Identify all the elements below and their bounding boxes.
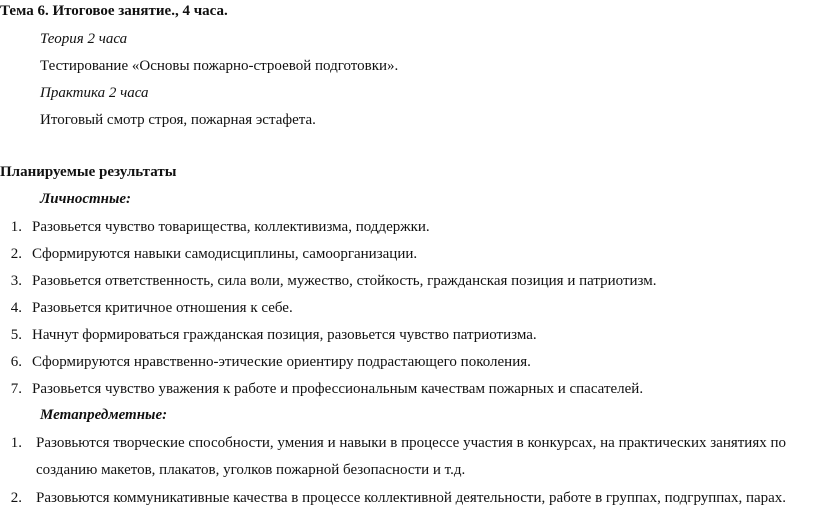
theory-label: Теория 2 часа [40,31,128,47]
list-item-number: 7. [10,381,22,397]
practice-label: Практика 2 часа [40,85,149,101]
results-heading: Планируемые результаты [0,164,177,180]
list-item-number: 6. [10,354,22,370]
list-item-text: Разовьется чувство уважения к работе и профессиональным качествам пожарных и спасателей. [32,381,644,397]
list-item-number: 1. [10,219,22,235]
list-item-number: 1. [10,435,22,451]
list-item-text: Разовьется чувство товарищества, коллективизма, поддержки. [32,219,430,235]
list-item-number: 4. [10,300,22,316]
list-item-text: Разовьется ответственность, сила воли, мужество, стойкость, гражданская позиция и патриотизм. [32,273,657,289]
list-item-text: Разовьется критичное отношения к себе. [32,300,293,316]
list-item-text: Начнут формироваться гражданская позиция, разовьется чувство патриотизма. [32,327,537,343]
list-item-text: Сформируются нравственно-этические ориентиру подрастающего поколения. [32,354,531,370]
list-item-number: 5. [10,327,22,343]
meta-label: Метапредметные: [40,407,168,423]
list-item-text: Сформируются навыки самодисциплины, самоорганизации. [32,246,418,262]
topic-title: Тема 6. Итоговое занятие., 4 часа. [0,3,228,19]
list-item-text: Разовьются коммуникативные качества в процессе коллективной деятельности, работе в группах, подгруппах, парах. [36,490,787,506]
theory-text: Тестирование «Основы пожарно-строевой подготовки». [40,58,399,74]
practice-text: Итоговый смотр строя, пожарная эстафета. [40,112,316,128]
list-item-number: 2. [10,246,22,262]
personal-label: Личностные: [40,191,132,207]
list-item-number: 2. [10,490,22,506]
list-item-text-continued: созданию макетов, плакатов, уголков пожарной безопасности и т.д. [36,462,466,478]
list-item-text: Разовьются творческие способности, умения и навыки в процессе участия в конкурсах, на практических занятиях по [36,435,786,451]
list-item-number: 3. [10,273,22,289]
